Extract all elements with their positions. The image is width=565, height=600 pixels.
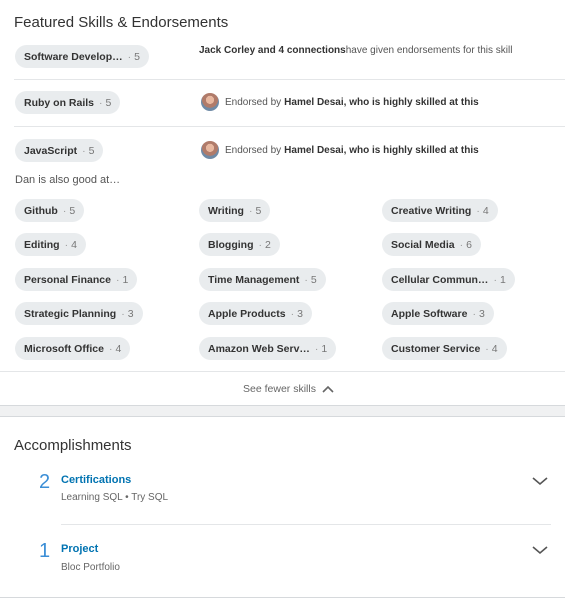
skill-count: 5 [88,144,95,157]
skill-label: Strategic Planning [24,307,117,320]
skill-label: Amazon Web Serv… [208,342,310,355]
also-good-at-label: Dan is also good at… [15,174,121,186]
endorser-link[interactable]: Hamel Desai, who is highly skilled at this [284,144,479,156]
skill-count: 3 [297,307,303,320]
separator-dot: · [248,204,253,217]
skill-count: 5 [310,273,317,286]
avatar[interactable] [201,93,219,111]
endorser-link[interactable]: Hamel Desai, who is highly skilled at this [284,96,479,108]
separator-dot: · [258,238,262,251]
endorsement-text: have given endorsements for this skill [345,45,513,56]
skill-count: 4 [115,342,122,355]
separator-dot: · [62,204,67,217]
separator-dot: · [290,307,295,320]
separator-dot: · [493,273,497,286]
see-fewer-skills-button[interactable] [243,383,334,395]
skill-label: Ruby on Rails [24,96,95,109]
section-separator [0,405,565,417]
endorsement-summary [201,93,479,111]
skill-pill[interactable] [382,233,481,256]
certifications-link[interactable]: Certifications [61,474,132,486]
endorsers-link[interactable]: Jack Corley and 4 connections [199,45,346,56]
skill-count: 5 [134,50,140,63]
skill-label: Social Media [391,238,455,251]
skill-pill[interactable] [199,268,326,291]
skill-label: Customer Service [391,342,481,355]
separator-dot: · [459,238,464,251]
separator-dot: · [121,307,125,320]
skill-pill[interactable] [382,268,515,291]
divider [14,79,565,80]
skill-label: Writing [208,204,244,217]
skill-pill[interactable] [382,302,494,325]
avatar[interactable] [201,141,219,159]
skill-label: Apple Software [391,307,468,320]
endorsement-prefix: Endorsed by [225,96,282,108]
featured-skills-title: Featured Skills & Endorsements [14,14,229,31]
skill-label: Microsoft Office [24,342,104,355]
skill-count: 3 [127,307,134,320]
skill-label: Blogging [208,238,254,251]
skill-label: Editing [24,238,60,251]
skill-count: 5 [255,204,262,217]
skill-pill[interactable] [382,199,498,222]
separator-dot: · [82,144,86,157]
skill-label: Cellular Commun… [391,273,489,286]
skill-pill[interactable] [15,268,137,291]
skill-count: 4 [482,204,489,217]
separator-dot: · [472,307,476,320]
skill-count: 4 [71,238,77,251]
skill-count: 5 [69,204,76,217]
accomplishments-title: Accomplishments [14,437,132,454]
divider [14,126,565,127]
separator-dot: · [64,238,69,251]
skill-count: 2 [265,238,271,251]
skill-pill[interactable] [199,302,312,325]
divider [61,524,551,525]
skill-label: Github [24,204,58,217]
skill-label: Time Management [208,273,300,286]
skill-count: 5 [105,96,112,109]
skill-pill[interactable] [199,337,336,360]
accomplishment-count: 2 [39,471,51,493]
separator-dot: · [99,96,103,109]
skill-pill[interactable] [15,233,86,256]
accomplishment-count: 1 [39,540,51,562]
skill-pill[interactable] [15,302,143,325]
skill-pill[interactable] [15,337,130,360]
skill-pill[interactable] [15,139,103,162]
skill-count: 1 [122,273,129,286]
separator-dot: · [485,342,489,355]
separator-dot: · [314,342,319,355]
skill-pill[interactable] [382,337,507,360]
skill-count: 1 [321,342,328,355]
accomplishment-details: Bloc Portfolio [61,562,120,573]
skill-pill[interactable] [15,91,120,114]
accomplishment-details: Learning SQL • Try SQL [61,492,169,503]
skill-label: Apple Products [208,307,286,320]
separator-dot: · [476,204,480,217]
skill-label: JavaScript [24,144,78,157]
separator-dot: · [108,342,113,355]
skill-label: Creative Writing [391,204,472,217]
skill-count: 4 [491,342,498,355]
skill-label: Personal Finance [24,273,111,286]
bottom-border [0,597,565,598]
skill-pill[interactable] [199,233,280,256]
separator-dot: · [115,273,120,286]
skill-pill[interactable] [199,199,270,222]
skill-count: 3 [478,307,485,320]
divider [0,371,565,372]
skill-count: 6 [466,238,472,251]
see-fewer-label: See fewer skills [243,383,316,395]
separator-dot: · [127,50,132,63]
chevron-down-icon[interactable] [532,545,548,555]
separator-dot: · [304,273,308,286]
endorsement-summary [199,45,512,56]
project-link[interactable]: Project [61,543,99,555]
endorsement-summary [201,141,479,159]
skill-pill[interactable] [15,45,149,68]
skill-pill[interactable] [15,199,84,222]
chevron-up-icon [322,385,334,393]
chevron-down-icon[interactable] [532,476,548,486]
endorsement-prefix: Endorsed by [225,144,282,156]
skill-label: Software Develop… [24,50,123,63]
skill-count: 1 [499,273,506,286]
